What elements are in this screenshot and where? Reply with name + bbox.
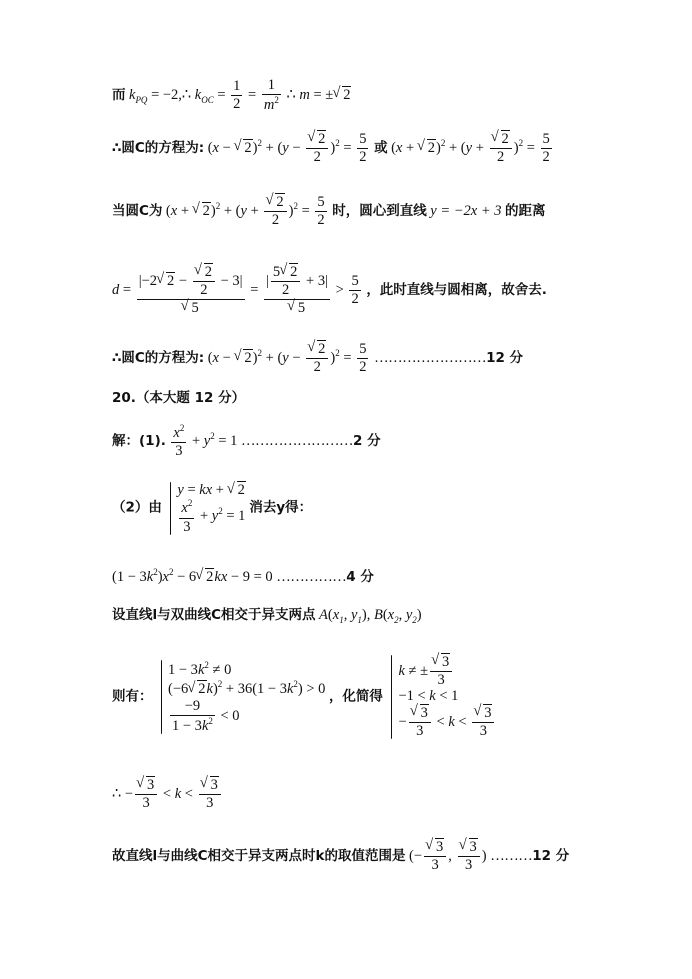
line-1-math: $k_{PQ}$ = −2,∴ $k_{OC}$ = $\frac{1}{2}$ = $\frac{1}{m^2}$ ∴ m = ±√ 2: [129, 87, 351, 103]
line-2: [112, 132, 554, 165]
line-4-math: d = |−2√ 2 − √ $\frac{2}{2}$ − 3| √ 5 = | $\frac{5√ 2}{2}$ + 3| √ 5 > $\frac{5}{2}$: [112, 282, 366, 298]
line-3-eq: (x + √ 2)$^2$ + (y + √ $\frac{2}{2}$ )$^2$ = $\frac{5}{2}$: [166, 203, 332, 219]
intersect-points: $A(x_1$, $y_1$), $B(x_2$, $y_2$): [319, 607, 422, 625]
line-5-lead: ∴圆C的方程为:: [112, 350, 205, 367]
line-5-dots: ……………………: [374, 350, 487, 367]
line-2-or: 或: [374, 140, 388, 157]
line-2-lead: ∴圆C的方程为:: [112, 140, 205, 157]
line-1-prefix: 而: [112, 87, 126, 104]
conclusion-line: [112, 840, 569, 873]
line-4: [112, 265, 547, 317]
intersect-line: [112, 608, 422, 625]
conditions-mid: ，化简得: [328, 688, 383, 705]
conditions-lead: 则有：: [112, 688, 153, 705]
part-1: [112, 424, 381, 459]
conclusion-score: 12 分: [532, 848, 570, 865]
part-1-eq: $\frac{x^2}{3}$ + $y^2 = 1$: [173, 423, 241, 460]
part-1-lead: 解：(1).: [112, 433, 166, 450]
quadratic-dots: ……………: [276, 569, 347, 585]
line-3: [112, 195, 546, 228]
line-4-tail: ，此时直线与圆相离，故舍去.: [366, 282, 547, 299]
simplified-system: k ≠ ± √ $\frac{3}{3}$ −1 < k < 1 − √ $\frac{3}{3}$ < k < √ $\frac{3}{3}$: [386, 655, 496, 739]
line-5-eq: (x − √ 2)$^2$ + (y − √ $\frac{2}{2}$ )$^2$ = $\frac{5}{2}$: [208, 350, 374, 366]
quadratic-line: [112, 568, 374, 585]
part-1-dots: ……………………: [241, 433, 353, 450]
conclusion-text: 故直线l与曲线C相交于异支两点时k的取值范围是: [112, 848, 406, 865]
therefore-line: [112, 778, 223, 811]
line-3-a: 当圆C为: [112, 203, 163, 220]
line-5: [112, 342, 523, 375]
quadratic-eq: $(1 - 3k^2)x^2 - 6√$ 2kx − 9 = 0: [112, 569, 276, 585]
line-2-eq1: (x − √ 2)$^2$ + (y − √ $\frac{2}{2}$ )$^2$ = $\frac{5}{2}$: [208, 140, 374, 156]
part-1-score: 2 分: [353, 433, 381, 450]
part-2-tail: 消去y得：: [249, 499, 313, 516]
intersect-text: 设直线l与双曲线C相交于异支两点: [112, 607, 316, 623]
line-1: [112, 78, 351, 113]
part-2: [112, 482, 312, 535]
conditions-system: $1 - 3k^2 \ne 0$ (−6√ $2k)^2 + 36(1 - 3k^2) > 0$ $\frac{-9}{1 - 3k^2}$ < 0: [156, 660, 325, 734]
conclusion-interval: (− √ $\frac{3}{3}$ , √ $\frac{3}{3}$ ): [409, 848, 490, 864]
line-2-eq2: (x + √ 2)$^2$ + (y + √ $\frac{2}{2}$ )$^2$ = $\frac{5}{2}$: [391, 140, 554, 156]
quadratic-score: 4 分: [346, 569, 374, 585]
line-3-line: y = −2x + 3: [430, 203, 502, 220]
line-3-b: 时，圆心到直线: [332, 203, 427, 220]
line-5-score: 12 分: [486, 350, 524, 367]
therefore-math: ∴ − √ $\frac{3}{3}$ < k < √ $\frac{3}{3}$: [112, 786, 223, 802]
part-2-lead: （2）由: [112, 499, 162, 516]
part-2-system: y = kx + √ 2 $\frac{x^2}{3}$ + $y^2 = 1$: [165, 482, 245, 535]
conclusion-dots: ………: [490, 848, 533, 865]
line-3-c: 的距离: [505, 203, 546, 220]
conditions: [112, 655, 496, 739]
question-20-title: 20.（本大题 12 分）: [112, 390, 246, 406]
